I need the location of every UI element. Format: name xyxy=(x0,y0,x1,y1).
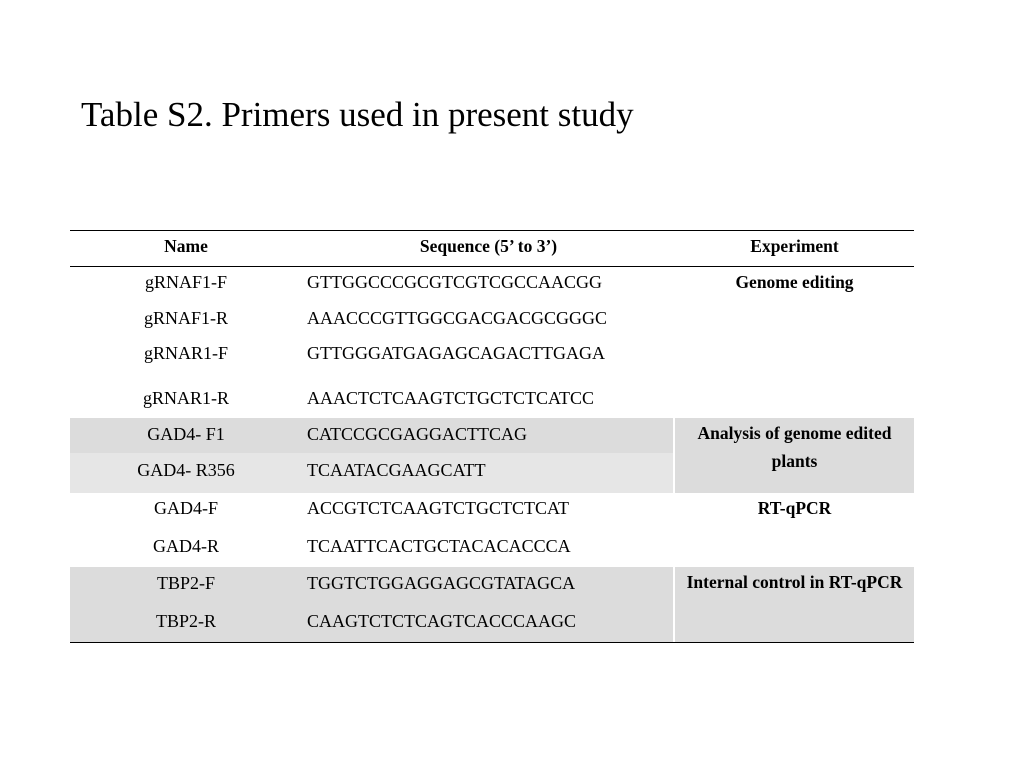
primer-sequence: TCAATTCACTGCTACACACCCA xyxy=(307,536,571,556)
primer-name: GAD4-R xyxy=(153,536,219,556)
column-header-name: Name xyxy=(164,236,208,256)
primer-name: gRNAR1-F xyxy=(143,343,228,363)
experiment-label: RT-qPCR xyxy=(757,498,832,518)
experiment-label: Internal control in RT-qPCR xyxy=(686,572,903,592)
primer-sequence: GTTGGCCCGCGTCGTCGCCAACGG xyxy=(307,272,603,292)
experiment-label: Genome editing xyxy=(735,272,854,292)
primer-sequence: TGGTCTGGAGGAGCGTATAGCA xyxy=(307,573,576,593)
primer-sequence: CAAGTCTCTCAGTCACCCAAGC xyxy=(307,611,577,631)
primer-sequence: AAACTCTCAAGTCTGCTCTCATCC xyxy=(307,388,595,408)
primer-name: TBP2-F xyxy=(156,573,216,593)
primer-name: gRNAR1-R xyxy=(142,388,229,408)
primer-sequence: AAACCCGTTGGCGACGACGCGGGC xyxy=(307,308,608,328)
column-header-experiment: Experiment xyxy=(750,236,839,256)
column-header-sequence: Sequence (5’ to 3’) xyxy=(419,236,558,256)
table-bottom-rule xyxy=(70,642,914,643)
table-title: Table S2. Primers used in present study xyxy=(81,95,634,134)
primer-sequence: GTTGGGATGAGAGCAGACTTGAGA xyxy=(307,343,605,363)
primer-sequence: CATCCGCGAGGACTTCAG xyxy=(307,424,528,444)
primer-sequence: ACCGTCTCAAGTCTGCTCTCAT xyxy=(307,498,570,518)
primer-name: GAD4-F xyxy=(153,498,218,518)
table-top-rule xyxy=(70,230,914,231)
primer-name: gRNAF1-R xyxy=(143,308,228,328)
primer-name: gRNAF1-F xyxy=(144,272,228,292)
primer-name: GAD4- F1 xyxy=(147,424,225,444)
primer-name: GAD4- R356 xyxy=(137,460,235,480)
experiment-label: Analysis of genome edited plants xyxy=(697,423,892,471)
primer-name: TBP2-R xyxy=(155,611,216,631)
table-header-rule xyxy=(70,266,914,267)
primer-sequence: TCAATACGAAGCATT xyxy=(307,460,486,480)
